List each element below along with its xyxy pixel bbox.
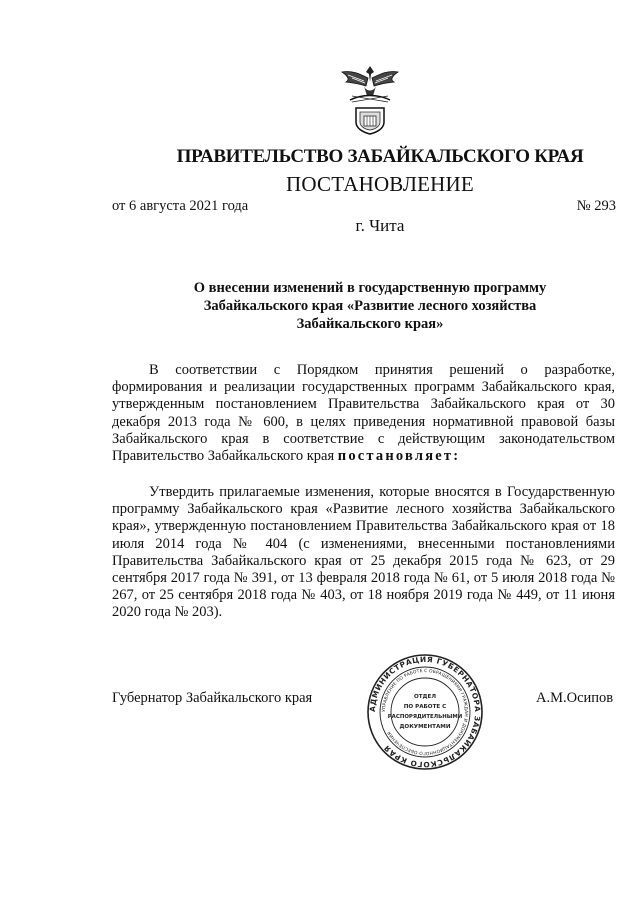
- subject-line: Забайкальского края»: [296, 316, 444, 332]
- stamp-inner-text: УПРАВЛЕНИЕ ПО РАБОТЕ С ОБРАЩЕНИЯМИ ГРАЖДАН И ДОКУМЕНТАЦИОННОГО ОБЕСПЕЧЕНИЯ: [381, 668, 469, 756]
- document-type: ПОСТАНОВЛЕНИЕ: [286, 172, 474, 196]
- resolution-keyword: постановляет:: [337, 448, 461, 465]
- body-paragraph: [112, 362, 615, 465]
- stamp-center-text: ПО РАБОТЕ С: [403, 704, 447, 710]
- stamp-center-text: ОТДЕЛ: [413, 694, 437, 700]
- stamp-outer-text: АДМИНИСТРАЦИЯ ГУБЕРНАТОРА ЗАБАЙКАЛЬСКОГО КРАЯ: [367, 654, 483, 770]
- signer-name: А.М.Осипов: [536, 690, 614, 706]
- document-number: № 293: [576, 198, 616, 214]
- signer-title: Губернатор Забайкальского края: [112, 690, 313, 706]
- paragraph-text: Утвердить прилагаемые изменения, которые вносятся в Государственную программу Забайкальского края «Развитие лесного хозяйства Забайкальского края», утвержденную постановлением Правительства Забайкальского края от 18 июля 2014 года № 404 (с изменениями, внесенными постановлениями Правительства Забайкальского края от 25 декабря 2015 года № 623, от 29 сентября 2017 года № 391, от 13 февраля 2018 года № 61, от 5 июля 2018 года № 267, от 25 сентября 2018 года № 403, от 18 ноября 2019 года № 449, от 11 июня 2020 года № 203).: [112, 484, 615, 621]
- document-subject: [150, 279, 590, 333]
- document-date: от 6 августа 2021 года: [112, 198, 249, 214]
- subject-line: О внесении изменений в государственную программу: [193, 280, 547, 296]
- paragraph-text: В соответствии с Порядком принятия решений о разработке, формирования и реализации государственных программ Забайкальского края, утвержденным постановлением Правительства Забайкальского края от 30 декабря 2013 года № 600, в целях приведения нормативной правовой базы Забайкальского края в соответствие с действующим законодательством Правительство Забайкальского края: [112, 362, 615, 465]
- document-city: г. Чита: [355, 216, 405, 235]
- official-stamp: [365, 652, 485, 772]
- stamp-center-text: ДОКУМЕНТАМИ: [399, 724, 451, 730]
- svg-text:УПРАВЛЕНИЕ ПО РАБОТЕ С ОБРАЩЕН: [381, 668, 469, 756]
- body-paragraph: [112, 484, 615, 622]
- coat-of-arms-icon: [338, 56, 402, 138]
- subject-line: Забайкальского края «Развитие лесного хозяйства: [203, 298, 537, 314]
- stamp-center-text: РАСПОРЯДИТЕЛЬНЫМИ: [387, 714, 463, 720]
- government-name: ПРАВИТЕЛЬСТВО ЗАБАЙКАЛЬСКОГО КРАЯ: [176, 146, 584, 167]
